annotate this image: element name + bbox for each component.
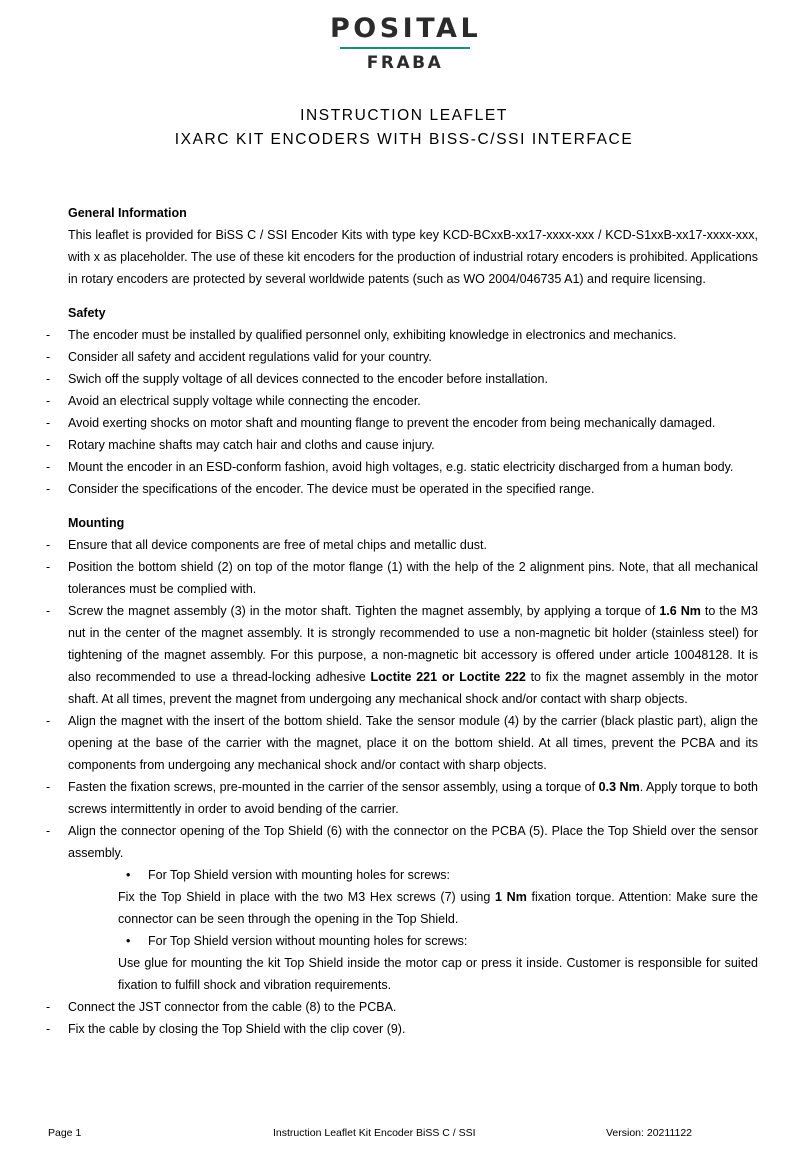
mounting-item: - Align the connector opening of the Top Shield (6) with the connector on the PCBA (5). Place the Top Shield over the sensor assembly. (46, 824, 758, 860)
footer-version: Version: 20211122 (606, 1127, 693, 1139)
mounting-item: - Connect the JST connector from the cable (8) to the PCBA. (46, 1000, 397, 1014)
safety-item: - Consider all safety and accident regulations valid for your country. (46, 350, 432, 364)
safety-heading: Safety (68, 306, 106, 320)
sub-bullet-text: Fix the Top Shield in place with the two M3 Hex screws (7) using 1 Nm fixation torque. Attention: Make sure the connector can be seen through the opening in the Top Shield. (118, 890, 758, 926)
document-body (46, 202, 759, 1040)
safety-item: - Mount the encoder in an ESD-conform fashion, avoid high voltages, e.g. static electricity discharged from a human body. (46, 460, 734, 474)
document-title: INSTRUCTION LEAFLET (300, 107, 508, 124)
footer-page: Page 1 (48, 1127, 82, 1139)
mounting-item: - Align the magnet with the insert of the bottom shield. Take the sensor module (4) by the carrier (black plastic part), align the opening at the base of the carrier with the magnet, place it on the bottom shield. At all times, prevent the PCBA and its components from undergoing any mechanical shock and/or contact with sharp objects. (46, 714, 758, 772)
safety-item: - Rotary machine shafts may catch hair and cloths and cause injury. (46, 438, 435, 452)
sub-bullet-text: Use glue for mounting the kit Top Shield inside the motor cap or press it inside. Customer is responsible for suited fixation to fulfill shock and vibration requirements. (118, 956, 758, 992)
mounting-item: - Screw the magnet assembly (3) in the motor shaft. Tighten the magnet assembly, by applying a torque of 1.6 Nm to the M3 nut in the center of the magnet assembly. It is strongly recommended to use a non-magnetic bit holder (stainless steel) for tightening of the magnet assembly. For this purpose, a non-magnetic bit accessory is offered under article 10048128. It is also recommended to use a thread-locking adhesive Loctite 221 or Loctite 222 to fix the magnet assembly in the motor shaft. At all times, prevent the magnet from undergoing any mechanical shock and/or contact with sharp objects. (46, 604, 758, 706)
mounting-item: - Position the bottom shield (2) on top of the motor flange (1) with the help of the 2 alignment pins. Note, that all mechanical tolerances must be complied with. (46, 560, 758, 596)
logo-fraba: FRABA (366, 53, 444, 73)
logo-rule (340, 47, 470, 49)
mounting-heading: Mounting (68, 516, 125, 530)
safety-item: - The encoder must be installed by qualified personnel only, exhibiting knowledge in electronics and mechanics. (46, 328, 677, 342)
safety-item: - Avoid an electrical supply voltage while connecting the encoder. (46, 394, 421, 408)
posital-fraba-logo (330, 14, 480, 73)
general-paragraph: This leaflet is provided for BiSS C / SSI Encoder Kits with type key KCD-BCxxB-xx17-xxxx-xxx / KCD-S1xxB-xx17-xxxx-xxx, with x as placeholder. The use of these kit encoders for the production of industrial rotary encoders is prohibited. Applications in rotary encoders are protected by several worldwide patents (such as WO 2004/046735 A1) and require licensing. (68, 228, 758, 286)
mounting-item: - Fasten the fixation screws, pre-mounted in the carrier of the sensor assembly, using a torque of 0.3 Nm. Apply torque to both screws intermittently in order to avoid bending of the carrier. (46, 780, 759, 816)
sub-bullet: • For Top Shield version with mounting holes for screws: (126, 868, 450, 882)
safety-item: - Consider the specifications of the encoder. The device must be operated in the specified range. (46, 482, 595, 496)
document-subtitle: IXARC KIT ENCODERS WITH BISS-C/SSI INTERFACE (174, 131, 634, 148)
mounting-item: - Ensure that all device components are free of metal chips and metallic dust. (46, 538, 487, 552)
safety-item: - Swich off the supply voltage of all devices connected to the encoder before installation. (46, 372, 548, 386)
general-heading: General Information (68, 206, 187, 220)
mounting-item: - Fix the cable by closing the Top Shield with the clip cover (9). (46, 1022, 406, 1036)
logo-posital: POSITAL (330, 13, 482, 44)
footer-title: Instruction Leaflet Kit Encoder BiSS C / SSI (273, 1127, 476, 1139)
sub-bullet: • For Top Shield version without mounting holes for screws: (126, 934, 468, 948)
safety-item: - Avoid exerting shocks on motor shaft and mounting flange to prevent the encoder from being mechanically damaged. (46, 416, 716, 430)
